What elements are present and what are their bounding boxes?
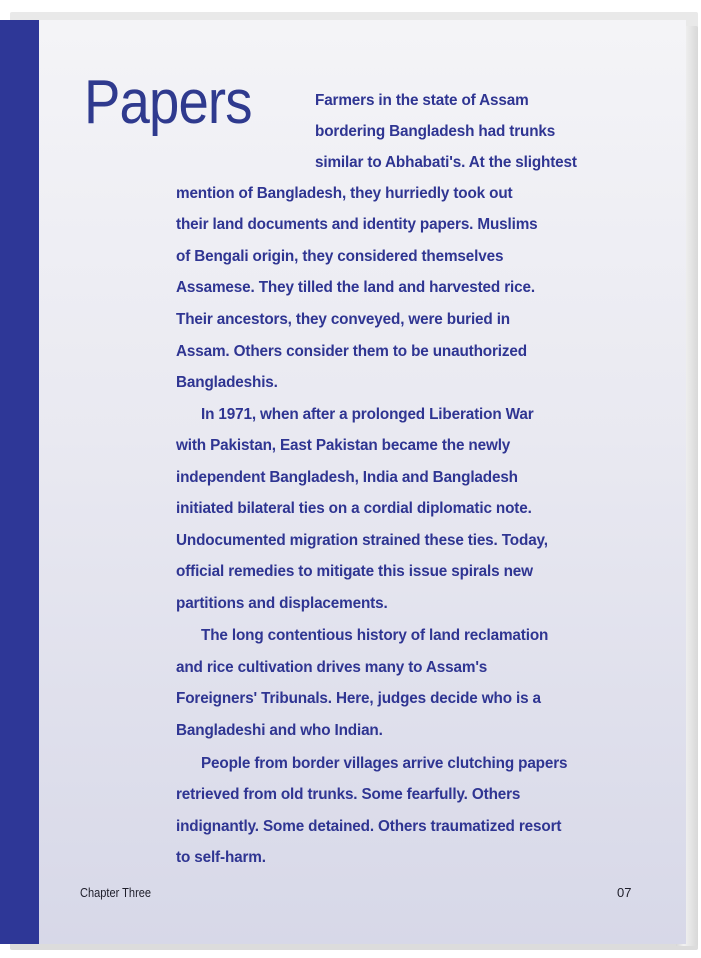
page-title: Papers [84, 68, 252, 137]
body-line: Farmers in the state of Assam [315, 92, 529, 109]
spine-color-bar [0, 20, 39, 944]
page-number: 07 [617, 885, 632, 900]
body-line: with Pakistan, East Pakistan became the newly [176, 437, 511, 454]
chapter-label: Chapter Three [80, 885, 152, 900]
body-line: Assam. Others consider them to be unauthorized [176, 343, 527, 360]
paragraph-start-line: In 1971, when after a prolonged Liberation War [201, 406, 534, 423]
body-line: and rice cultivation drives many to Assam's [176, 659, 488, 676]
body-line: Their ancestors, they conveyed, were buried in [176, 311, 510, 328]
body-line: Assamese. They tilled the land and harvested rice. [176, 279, 535, 296]
body-line: of Bengali origin, they considered themselves [176, 248, 504, 265]
body-line: to self-harm. [176, 849, 266, 866]
body-line: indignantly. Some detained. Others traumatized resort [176, 818, 562, 835]
body-line: mention of Bangladesh, they hurriedly took out [176, 185, 513, 202]
body-line: Undocumented migration strained these ties. Today, [176, 532, 548, 549]
body-line: Bangladeshis. [176, 374, 278, 391]
book-page [0, 20, 686, 944]
body-line: similar to Abhabati's. At the slightest [315, 154, 577, 171]
body-line: bordering Bangladesh had trunks [315, 123, 556, 140]
body-line: initiated bilateral ties on a cordial diplomatic note. [176, 500, 532, 517]
paragraph-start-line: People from border villages arrive clutching papers [201, 755, 568, 772]
body-line: official remedies to mitigate this issue spirals new [176, 563, 533, 580]
body-line: independent Bangladesh, India and Bangladesh [176, 469, 518, 486]
body-line: retrieved from old trunks. Some fearfully. Others [176, 786, 521, 803]
paragraph-start-line: The long contentious history of land reclamation [201, 627, 549, 644]
body-line: partitions and displacements. [176, 595, 388, 612]
body-line: Bangladeshi and who Indian. [176, 722, 383, 739]
body-line: their land documents and identity papers. Muslims [176, 216, 538, 233]
body-line: Foreigners' Tribunals. Here, judges decide who is a [176, 690, 541, 707]
